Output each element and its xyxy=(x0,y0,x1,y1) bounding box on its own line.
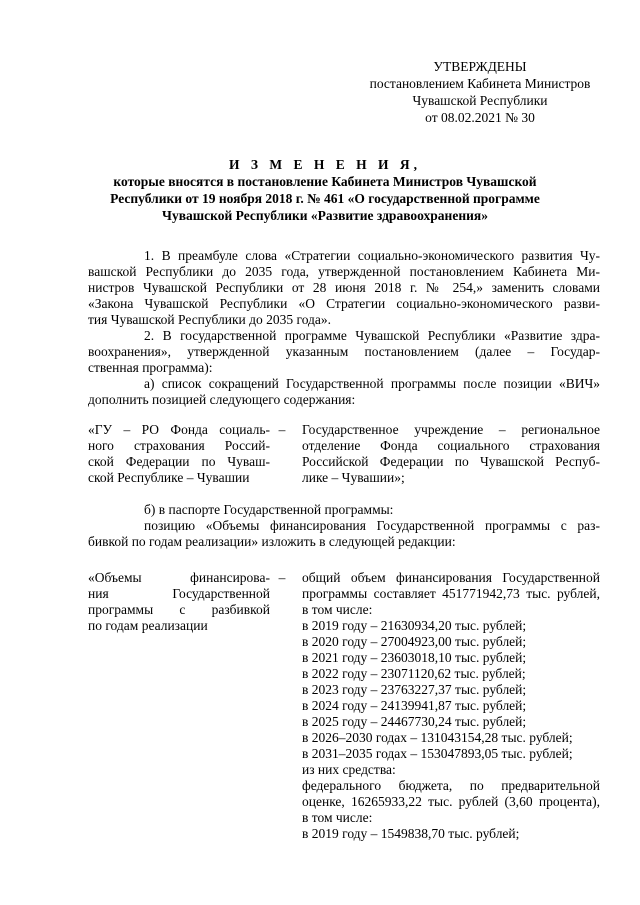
paragraph-1-line: 1. В преамбуле слова «Стратегии социально-экономического развития Чу- xyxy=(144,248,600,263)
title-line: Чувашской Республики «Развитие здравоохранения» xyxy=(162,208,488,223)
financing-value-line: в том числе: xyxy=(302,810,373,825)
financing-label-line: программы с разбивкой xyxy=(88,602,270,617)
section-b-heading: б) в паспорте Государственной программы: xyxy=(144,502,394,517)
approval-title: УТВЕРЖДЕНЫ xyxy=(433,59,527,74)
paragraph-a-line: а) список сокращений Государственной программы после позиции «ВИЧ» xyxy=(144,376,600,391)
abbreviation-term-line: ного страхования Россий- xyxy=(88,438,270,453)
financing-value-line: в 2023 году – 23763227,37 тыс. рублей; xyxy=(302,682,527,697)
abbreviation-definition xyxy=(302,422,600,486)
financing-label xyxy=(88,570,270,634)
abbreviation-term-line: «ГУ – РО Фонда социаль- xyxy=(88,422,270,437)
financing-value-line: в 2022 году – 23071120,62 тыс. рублей; xyxy=(302,666,526,681)
financing-table xyxy=(88,570,600,842)
paragraph-2-line: 2. В государственной программе Чувашской Республики «Развитие здра- xyxy=(144,328,600,343)
paragraph-a-line: дополнить позицией следующего содержания: xyxy=(88,392,356,407)
financing-value-line: в 2026–2030 годах – 131043154,28 тыс. рублей; xyxy=(302,730,573,745)
paragraph-1-line: «Закона Чувашской Республики «О Стратегии социально-экономического разви- xyxy=(88,296,600,311)
section-b-line: позицию «Объемы финансирования Государственной программы с раз- xyxy=(144,518,600,533)
financing-values xyxy=(302,570,600,842)
abbreviation-table xyxy=(88,422,600,486)
abbreviation-term-line: ской Республике – Чувашии xyxy=(88,470,250,485)
abbreviation-definition-line: Государственное учреждение – региональное xyxy=(302,422,600,437)
main-text xyxy=(88,248,600,408)
approval-stamp xyxy=(360,58,600,126)
financing-value-line: общий объем финансирования Государственной xyxy=(302,570,600,585)
financing-label-line: ния Государственной xyxy=(88,586,270,601)
paragraph-1-line: нистров Чувашской Республики от 28 июня 2018 г. № 254,» заменить словами xyxy=(88,280,600,295)
abbreviation-definition-line: Российской Федерации по Чувашской Респуб- xyxy=(302,454,600,469)
approval-line-2: Чувашской Республики xyxy=(412,93,548,108)
financing-label-line: «Объемы финансирова- xyxy=(88,570,270,585)
approval-line-1: постановлением Кабинета Министров xyxy=(369,76,591,91)
title-line: Республики от 19 ноября 2018 г. № 461 «О государственной программе xyxy=(110,191,540,206)
paragraph-2-line: воохранения», утвержденной указанным постановлением (далее – Государ- xyxy=(88,344,600,359)
abbreviation-term-line: ской Федерации по Чуваш- xyxy=(88,454,270,469)
abbreviation-definition-line: лике – Чувашии»; xyxy=(302,470,405,485)
financing-dash: – xyxy=(278,570,286,585)
section-b xyxy=(88,502,600,550)
financing-value-line: в том числе: xyxy=(302,602,373,617)
financing-value-line: федерального бюджета, по предварительной xyxy=(302,778,600,793)
abbreviation-definition-line: отделение Фонда социального страхования xyxy=(302,438,600,453)
title-heading: И З М Е Н Е Н И Я, xyxy=(228,157,421,172)
financing-value-line: в 2019 году – 1549838,70 тыс. рублей; xyxy=(302,826,520,841)
financing-value-line: в 2019 году – 21630934,20 тыс. рублей; xyxy=(302,618,527,633)
paragraph-2-line: ственная программа): xyxy=(88,360,213,375)
financing-label-line: по годам реализации xyxy=(88,618,208,633)
financing-value-line: в 2021 году – 23603018,10 тыс. рублей; xyxy=(302,650,527,665)
document-title xyxy=(70,156,580,224)
financing-value-line: в 2025 году – 24467730,24 тыс. рублей; xyxy=(302,714,527,729)
paragraph-1-line: вашской Республики до 2035 года, утвержденной постановлением Кабинета Ми- xyxy=(88,264,600,279)
financing-value-line: в 2031–2035 годах – 153047893,05 тыс. рублей; xyxy=(302,746,573,761)
financing-value-line: из них средства: xyxy=(302,762,396,777)
financing-value-line: программы составляет 451771942,73 тыс. рублей, xyxy=(302,586,600,601)
section-b-line: бивкой по годам реализации» изложить в следующей редакции: xyxy=(88,534,456,549)
abbreviation-term xyxy=(88,422,270,486)
financing-value-line: в 2020 году – 27004923,00 тыс. рублей; xyxy=(302,634,527,649)
paragraph-1-line: тия Чувашской Республики до 2035 года». xyxy=(88,312,332,327)
financing-value-line: в 2024 году – 24139941,87 тыс. рублей; xyxy=(302,698,527,713)
abbreviation-dash: – xyxy=(278,422,286,437)
approval-line-3: от 08.02.2021 № 30 xyxy=(425,110,535,125)
financing-value-line: оценке, 16265933,22 тыс. рублей (3,60 процента), xyxy=(302,794,600,809)
title-line: которые вносятся в постановление Кабинета Министров Чувашской xyxy=(113,174,537,189)
